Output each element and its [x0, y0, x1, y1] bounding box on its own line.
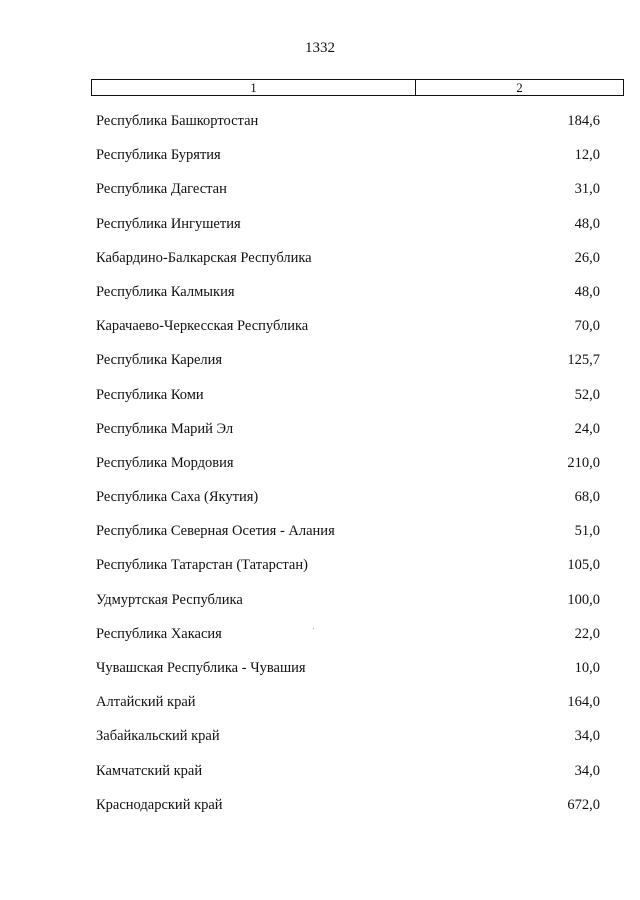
region-name: Республика Мордовия: [96, 454, 234, 471]
region-value: 52,0: [574, 386, 600, 403]
region-name: Забайкальский край: [96, 728, 220, 745]
region-name: Республика Хакасия: [96, 625, 222, 642]
region-value: 10,0: [574, 660, 600, 676]
table-row: [96, 147, 600, 181]
column-header-1: 1: [92, 80, 416, 95]
page-number: 1332: [305, 40, 335, 56]
region-value: 210,0: [567, 454, 600, 471]
region-value: 125,7: [567, 352, 600, 369]
region-name: Республика Башкортостан: [96, 113, 259, 129]
table-row: [96, 797, 600, 831]
region-value: 68,0: [574, 489, 600, 506]
region-name: Республика Дагестан: [96, 181, 227, 198]
region-name: Кабардино-Балкарская Республика: [96, 249, 312, 266]
region-value: 12,0: [574, 147, 600, 164]
region-value: 34,0: [574, 728, 600, 745]
region-name: Республика Марий Эл: [96, 420, 234, 437]
region-value: 26,0: [574, 249, 600, 266]
region-value: 51,0: [574, 523, 600, 540]
region-value: 70,0: [574, 318, 600, 335]
table-row: [96, 352, 600, 386]
region-value: 31,0: [574, 181, 600, 198]
table-row: [96, 216, 600, 250]
region-name: Краснодарский край: [96, 796, 223, 813]
table-row: [96, 523, 600, 557]
table-row: [96, 557, 600, 591]
region-name: Республика Татарстан (Татарстан): [96, 557, 308, 574]
region-name: Республика Калмыкия: [96, 283, 235, 300]
table-row: [96, 728, 600, 762]
table-row: [96, 250, 600, 284]
region-value: 100,0: [567, 591, 600, 608]
region-name: Республика Саха (Якутия): [96, 489, 259, 506]
region-value: 672,0: [567, 796, 600, 813]
region-name: Республика Бурятия: [96, 147, 221, 164]
column-header-2: 2: [516, 80, 523, 95]
table-row: [96, 387, 600, 421]
region-value: 34,0: [574, 762, 600, 779]
table-row: [96, 113, 600, 147]
table-column-header: [91, 79, 624, 96]
region-name: Республика Карелия: [96, 352, 223, 369]
table-row: [96, 284, 600, 318]
region-value: 184,6: [567, 113, 600, 129]
region-name: Чувашская Республика - Чувашия: [96, 660, 306, 676]
table-row: [96, 660, 600, 694]
region-name: Алтайский край: [96, 694, 196, 711]
region-value: 24,0: [574, 420, 600, 437]
region-name: Удмуртская Республика: [96, 591, 243, 608]
table-row: [96, 318, 600, 352]
region-name: Республика Ингушетия: [96, 215, 241, 232]
table-row: [96, 421, 600, 455]
region-name: Республика Северная Осетия - Алания: [96, 523, 335, 540]
region-name: Камчатский край: [96, 762, 203, 779]
table-row: [96, 694, 600, 728]
region-value: 48,0: [574, 215, 600, 232]
region-name: Карачаево-Черкесская Республика: [96, 318, 309, 335]
table-row: [96, 489, 600, 523]
scan-speck: [313, 628, 314, 629]
table-row: [96, 626, 600, 660]
table-row: [96, 763, 600, 797]
table-body: [96, 113, 600, 831]
region-name: Республика Коми: [96, 386, 204, 403]
region-value: 22,0: [574, 625, 600, 642]
table-row: [96, 592, 600, 626]
region-value: 164,0: [567, 694, 600, 711]
table-row: [96, 181, 600, 215]
table-row: [96, 455, 600, 489]
region-value: 105,0: [567, 557, 600, 574]
region-value: 48,0: [574, 283, 600, 300]
